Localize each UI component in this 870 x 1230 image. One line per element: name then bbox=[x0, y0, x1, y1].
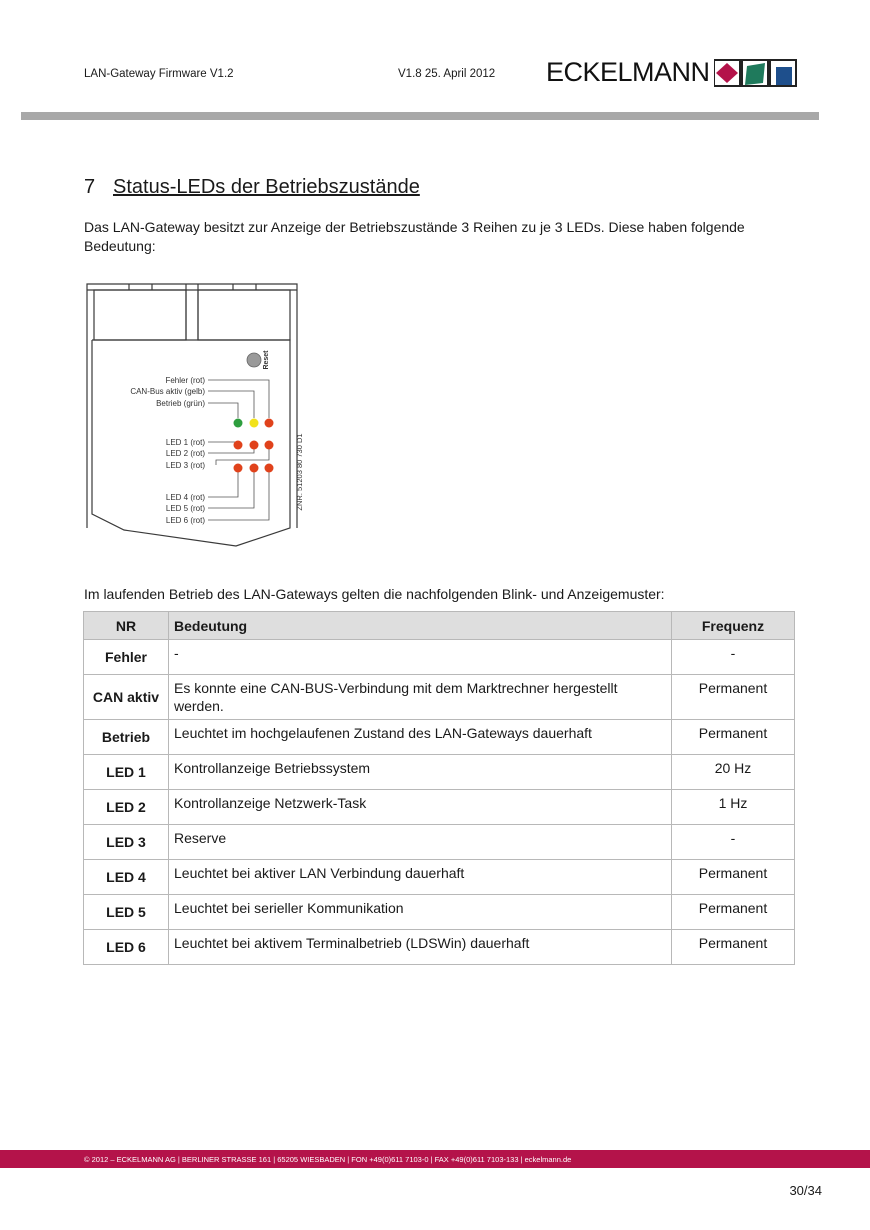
page-number: 30/34 bbox=[789, 1183, 822, 1198]
label-led4: LED 4 (rot) bbox=[165, 493, 205, 502]
cell-nr: LED 3 bbox=[84, 825, 169, 860]
eckelmann-logo bbox=[546, 56, 798, 88]
table-row bbox=[84, 825, 795, 860]
led-5 bbox=[250, 464, 259, 473]
col-header-bedeutung: Bedeutung bbox=[169, 612, 672, 640]
cell-bedeutung: Leuchtet bei aktivem Terminalbetrieb (LDSWin) dauerhaft bbox=[169, 930, 672, 965]
table-caption: Im laufenden Betrieb des LAN-Gateways gelten die nachfolgenden Blink- und Anzeigemuster: bbox=[84, 586, 665, 602]
cell-nr: LED 2 bbox=[84, 790, 169, 825]
cell-nr: LED 1 bbox=[84, 755, 169, 790]
cell-frequenz: Permanent bbox=[672, 895, 795, 930]
cell-bedeutung: Kontrollanzeige Netzwerk-Task bbox=[169, 790, 672, 825]
led-betrieb-green bbox=[234, 419, 243, 428]
led-6 bbox=[265, 464, 274, 473]
cell-frequenz: 20 Hz bbox=[672, 755, 795, 790]
cell-frequenz: Permanent bbox=[672, 930, 795, 965]
led-status-table bbox=[83, 611, 795, 965]
cell-bedeutung: Es konnte eine CAN-BUS-Verbindung mit dem Marktrechner hergestellt werden. bbox=[169, 675, 672, 720]
section-heading bbox=[84, 176, 420, 199]
logo-wordmark: ECKELMANN bbox=[546, 57, 710, 87]
reset-label: Reset bbox=[263, 350, 270, 370]
device-led-diagram bbox=[84, 282, 314, 552]
section-number: 7 bbox=[84, 176, 96, 198]
label-led2: LED 2 (rot) bbox=[165, 449, 205, 458]
table-row bbox=[84, 860, 795, 895]
cell-bedeutung: - bbox=[169, 640, 672, 675]
table-row bbox=[84, 720, 795, 755]
cell-bedeutung: Kontrollanzeige Betriebssystem bbox=[169, 755, 672, 790]
cell-nr: Fehler bbox=[84, 640, 169, 675]
cell-frequenz: - bbox=[672, 825, 795, 860]
cell-frequenz: Permanent bbox=[672, 675, 795, 720]
table-row bbox=[84, 640, 795, 675]
cell-nr: LED 6 bbox=[84, 930, 169, 965]
label-can-bus: CAN-Bus aktiv (gelb) bbox=[130, 387, 205, 396]
section-title: Status-LEDs der Betriebszustände bbox=[113, 176, 420, 198]
led-fehler-red bbox=[265, 419, 274, 428]
footer-company-info: © 2012 – ECKELMANN AG | BERLINER STRASSE 161 | 65205 WIESBADEN | FON +49(0)611 7103-0 | FAX +49(0)611 7103-133 | eckelmann.de bbox=[84, 1155, 572, 1164]
cell-frequenz: Permanent bbox=[672, 860, 795, 895]
led-2 bbox=[250, 441, 259, 450]
intro-paragraph: Das LAN-Gateway besitzt zur Anzeige der Betriebszustände 3 Reihen zu je 3 LEDs. Diese haben folgende Bedeutung: bbox=[84, 219, 745, 254]
table-row bbox=[84, 675, 795, 720]
cell-bedeutung: Reserve bbox=[169, 825, 672, 860]
label-led1: LED 1 (rot) bbox=[165, 438, 205, 447]
table-row bbox=[84, 790, 795, 825]
cell-nr: CAN aktiv bbox=[84, 675, 169, 720]
leader-lines bbox=[208, 380, 269, 520]
header-document-title: LAN-Gateway Firmware V1.2 bbox=[84, 68, 234, 80]
col-header-nr: NR bbox=[84, 612, 169, 640]
label-led6: LED 6 (rot) bbox=[165, 516, 205, 525]
cell-nr: Betrieb bbox=[84, 720, 169, 755]
header-version-date: V1.8 25. April 2012 bbox=[398, 68, 496, 80]
led-3 bbox=[265, 441, 274, 450]
cell-frequenz: 1 Hz bbox=[672, 790, 795, 825]
led-1 bbox=[234, 441, 243, 450]
logo-mark-icon bbox=[714, 58, 798, 88]
label-led5: LED 5 (rot) bbox=[165, 504, 205, 513]
cell-bedeutung: Leuchtet bei serieller Kommunikation bbox=[169, 895, 672, 930]
led-4 bbox=[234, 464, 243, 473]
label-led3: LED 3 (rot) bbox=[165, 461, 205, 470]
table-row bbox=[84, 930, 795, 965]
part-number: ZNR. 51203 80 730 D1 bbox=[295, 433, 304, 511]
cell-bedeutung: Leuchtet im hochgelaufenen Zustand des LAN-Gateways dauerhaft bbox=[169, 720, 672, 755]
label-betrieb: Betrieb (grün) bbox=[156, 399, 205, 408]
led-can-yellow bbox=[250, 419, 259, 428]
table-row bbox=[84, 755, 795, 790]
cell-nr: LED 4 bbox=[84, 860, 169, 895]
cell-bedeutung: Leuchtet bei aktiver LAN Verbindung dauerhaft bbox=[169, 860, 672, 895]
col-header-frequenz: Frequenz bbox=[672, 612, 795, 640]
label-fehler: Fehler (rot) bbox=[165, 376, 205, 385]
table-header-row bbox=[84, 612, 795, 640]
cell-frequenz: Permanent bbox=[672, 720, 795, 755]
cell-nr: LED 5 bbox=[84, 895, 169, 930]
header-divider bbox=[21, 112, 819, 120]
table-row bbox=[84, 895, 795, 930]
cell-frequenz: - bbox=[672, 640, 795, 675]
reset-button-icon bbox=[247, 353, 261, 367]
